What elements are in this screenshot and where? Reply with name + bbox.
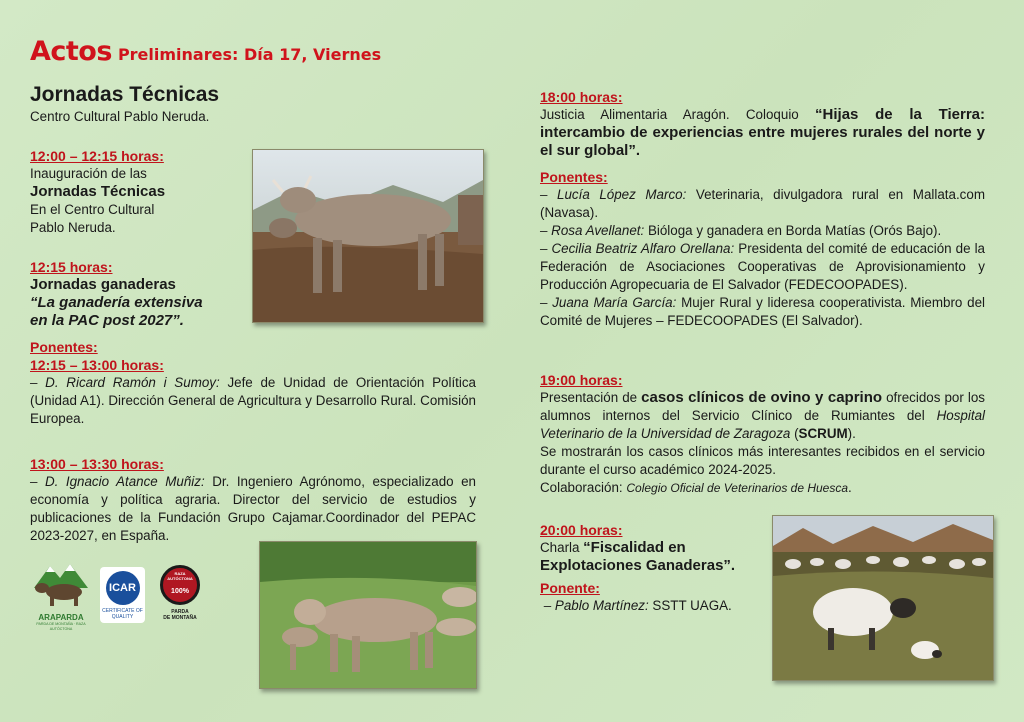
section-title: Jornadas Técnicas [30, 83, 220, 106]
text-run-bold: SCRUM [798, 426, 848, 441]
session-fiscalidad [540, 521, 770, 615]
speaker-name: – Pablo Martínez: [543, 598, 649, 613]
header-actos: Actos [30, 36, 112, 67]
text-run: ( [790, 426, 799, 441]
speaker-desc: Veterinaria, divulgadora rural en Mallata.com (Navasa). [540, 187, 985, 220]
speaker-entry [540, 222, 985, 240]
session-casos-clinicos [540, 371, 985, 497]
text-run-italic: Colegio Oficial de Veterinarios de Huesca [626, 481, 849, 495]
araparda-logo [30, 558, 92, 632]
ponente-block-2 [30, 455, 476, 545]
time-label: 19:00 horas: [540, 372, 623, 388]
ponentes-label: Ponentes: [540, 169, 608, 185]
speaker-name: – D. Ricard Ramón i Sumoy: [30, 375, 220, 390]
text-line: Jornadas ganaderas [30, 276, 176, 293]
icar-subtitle: CERTIFICATE OF QUALITY [102, 608, 143, 620]
speaker-entry [30, 473, 476, 545]
raza-label-1: PARDA [171, 609, 189, 615]
time-label: 13:00 – 13:30 horas: [30, 456, 164, 472]
araparda-name: ARAPARDA [38, 613, 84, 622]
speaker-desc: Mujer Rural y lideresa cooperativista. Miembro del Comité de Mujeres – FEDECOOPADES (El Salvador). [540, 295, 985, 328]
icar-logo [100, 567, 145, 623]
session-text [540, 389, 985, 443]
session-inauguration [30, 147, 245, 237]
text-line: Pablo Neruda. [30, 220, 116, 235]
text-line: En el Centro Cultural [30, 202, 155, 217]
speaker-desc: Jefe de Unidad de Orientación Política (Unidad A1). Dirección General de Agricultura y Desarrollo Rural. Comisión Europea. [30, 375, 477, 426]
speaker-desc: Bióloga y ganadera en Borda Matías (Orós Bajo). [644, 223, 942, 238]
time-label: 12:00 – 12:15 horas: [30, 148, 164, 164]
time-label: 20:00 horas: [540, 522, 623, 538]
collaboration-line [540, 479, 985, 497]
page-header [30, 36, 381, 67]
araparda-subtitle: PARDA DE MONTAÑA · RAZA AUTÓCTONA [36, 622, 86, 631]
text-line [540, 539, 770, 557]
speaker-name: – Rosa Avellanet: [540, 223, 645, 238]
cow-photo-bottom [259, 541, 477, 689]
ponentes-label: Ponentes: [30, 339, 98, 355]
speaker-entry [540, 597, 770, 615]
speaker-desc: Dr. Ingeniero Agrónomo, especializado en economía y política agraria. Director del servicio de estudios y publicaciones de la Fundación Grupo Cajamar.Coordinador del PEPAC 2023-2027, en España. [30, 474, 477, 543]
raza-label-2: DE MONTAÑA [163, 615, 197, 621]
text-run-italic: Hospital Veterinario de la Universidad de Zaragoza [540, 408, 985, 441]
speaker-name: – Lucía López Marco: [540, 187, 687, 202]
text-line: en la PAC post 2027”. [30, 312, 184, 329]
header-date: Preliminares: Día 17, Viernes [117, 45, 382, 64]
speaker-entry [540, 240, 985, 294]
cow-photo-top [252, 149, 484, 323]
text-line: Inauguración de las [30, 166, 147, 181]
text-line: Explotaciones Ganaderas”. [540, 557, 736, 574]
session-text [540, 106, 985, 160]
speaker-name: – D. Ignacio Atance Muñiz: [30, 474, 205, 489]
session-hijas-de-la-tierra [540, 88, 985, 160]
text-line: “La ganadería extensiva [30, 294, 203, 311]
icar-badge: ICAR [106, 571, 140, 605]
speaker-name: – Cecilia Beatriz Alfaro Orellana: [540, 241, 735, 256]
event-title: “Hijas de la Tierra: intercambio de experiencias entre mujeres rurales del norte y el sur global”. [540, 106, 985, 159]
text-run: . [848, 480, 852, 495]
text-run: ). [847, 426, 856, 441]
org-text: Justicia Alimentaria Aragón. Coloquio [540, 107, 816, 122]
text-run: Colaboración: [540, 480, 627, 495]
time-label: 18:00 horas: [540, 89, 623, 105]
session-text-2: Se mostrarán los casos clínicos más interesantes recibidos en el servicio durante el curso académico 2024-2025. [540, 444, 985, 477]
ponentes-block [30, 338, 476, 428]
speaker-name: – Juana María García: [540, 295, 677, 310]
text-run: Charla [540, 540, 584, 555]
text-run: ofrecidos por los alumnos internos del Servicio Clínico de Rumiantes del [540, 390, 985, 423]
ponentes-block-right [540, 168, 985, 330]
sheep-photo [772, 515, 994, 681]
speaker-desc: SSTT UAGA. [648, 598, 732, 613]
text-run-bold: “Fiscalidad en [583, 539, 686, 556]
speaker-entry [540, 294, 985, 330]
speaker-entry [540, 186, 985, 222]
time-label: 12:15 horas: [30, 259, 113, 275]
raza-autoctona-logo [156, 565, 204, 629]
text-run: Presentación de [540, 390, 642, 405]
speaker-entry [30, 374, 476, 428]
raza-percent: 100% [171, 588, 189, 595]
raza-seal [160, 565, 200, 605]
session-jornadas-ganaderas [30, 258, 250, 330]
time-label: 12:15 – 13:00 horas: [30, 357, 164, 373]
text-run-bold: casos clínicos de ovino y caprino [641, 389, 883, 406]
text-line: Jornadas Técnicas [30, 183, 166, 200]
ponente-label: Ponente: [540, 580, 600, 596]
speaker-desc: Presidenta del comité de educación de la Federación de Asociaciones Cooperativas de Aprovisionamiento y Producción Agropecuaria de El Salvador (FEDECOOPADES). [540, 241, 985, 292]
raza-ring-text: RAZA AUTÓCTONA [167, 571, 193, 581]
venue: Centro Cultural Pablo Neruda. [30, 109, 210, 124]
